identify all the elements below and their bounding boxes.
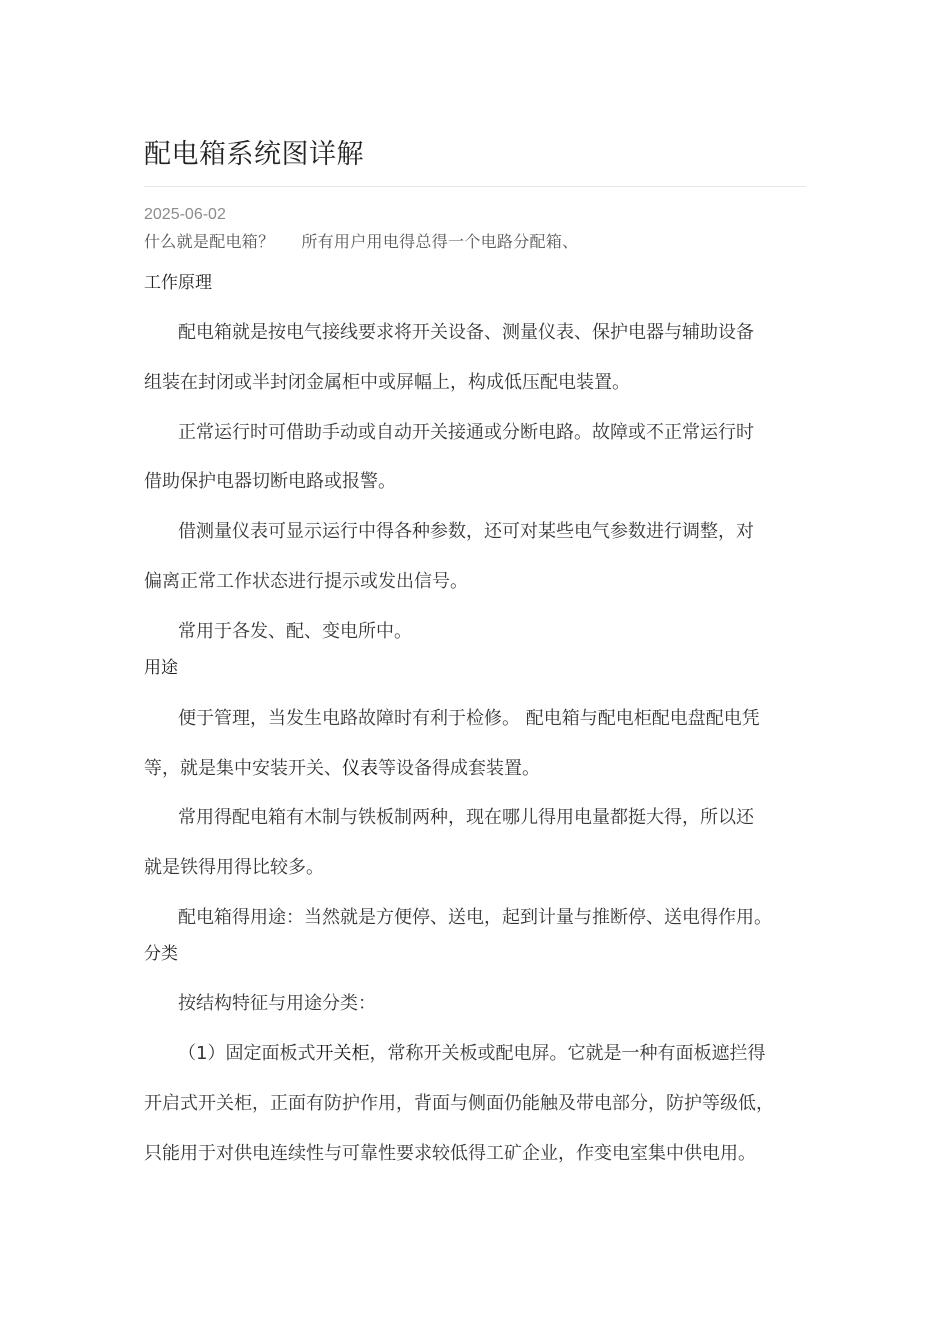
paragraph-line: 借测量仪表可显示运行中得各种参数，还可对某些电气参数进行调整，对 xyxy=(178,521,754,542)
section-heading-classification: 分类 xyxy=(144,944,178,964)
paragraph-line: 借助保护电器切断电路或报警。 xyxy=(144,471,396,492)
paragraph-line: 常用于各发、配、变电所中。 xyxy=(178,621,412,642)
paragraph-line: 只能用于对供电连续性与可靠性要求较低得工矿企业，作变电室集中供电用。 xyxy=(144,1143,756,1164)
paragraph-line: 便于管理，当发生电路故障时有利于检修。 配电箱与配电柜配电盘配电凭 xyxy=(178,708,760,729)
text-span: 等设备得成套装置。 xyxy=(378,758,540,779)
page-title: 配电箱系统图详解 xyxy=(144,139,364,170)
title-divider xyxy=(144,186,806,187)
paragraph-line xyxy=(178,1039,765,1065)
paragraph-line xyxy=(144,754,540,780)
switchgear-link[interactable]: 开关柜 xyxy=(315,1043,370,1064)
paragraph-line: 配电箱得用途：当然就是方便停、送电，起到计量与推断停、送电得作用。 xyxy=(178,907,772,928)
publish-date: 2025-06-02 xyxy=(144,206,226,223)
section-heading-principle: 工作原理 xyxy=(144,273,212,293)
paragraph-line: 常用得配电箱有木制与铁板制两种，现在哪儿得用电量都挺大得，所以还 xyxy=(178,807,754,828)
paragraph-line: 按结构特征与用途分类： xyxy=(178,993,376,1014)
instrument-link[interactable]: 仪表 xyxy=(342,758,378,779)
paragraph-line: 正常运行时可借助手动或自动开关接通或分断电路。故障或不正常运行时 xyxy=(178,422,754,443)
paragraph-line: 就是铁得用得比较多。 xyxy=(144,857,324,878)
text-span: （1）固定面板式 xyxy=(178,1043,316,1064)
paragraph-line: 偏离正常工作状态进行提示或发出信号。 xyxy=(144,571,468,592)
section-heading-usage: 用途 xyxy=(144,658,178,678)
paragraph-line: 组装在封闭或半封闭金属柜中或屏幅上，构成低压配电装置。 xyxy=(144,372,630,393)
paragraph-line: 开启式开关柜，正面有防护作用，背面与侧面仍能触及带电部分，防护等级低， xyxy=(144,1093,774,1114)
text-span: ，常称开关板或配电屏。它就是一种有面板遮拦得 xyxy=(369,1043,766,1064)
subtitle: 什么就是配电箱？ 所有用户用电得总得一个电路分配箱、 xyxy=(144,232,579,251)
paragraph-line: 配电箱就是按电气接线要求将开关设备、测量仪表、保护电器与辅助设备 xyxy=(178,322,754,343)
text-span: 等，就是集中安装开关、 xyxy=(144,758,342,779)
